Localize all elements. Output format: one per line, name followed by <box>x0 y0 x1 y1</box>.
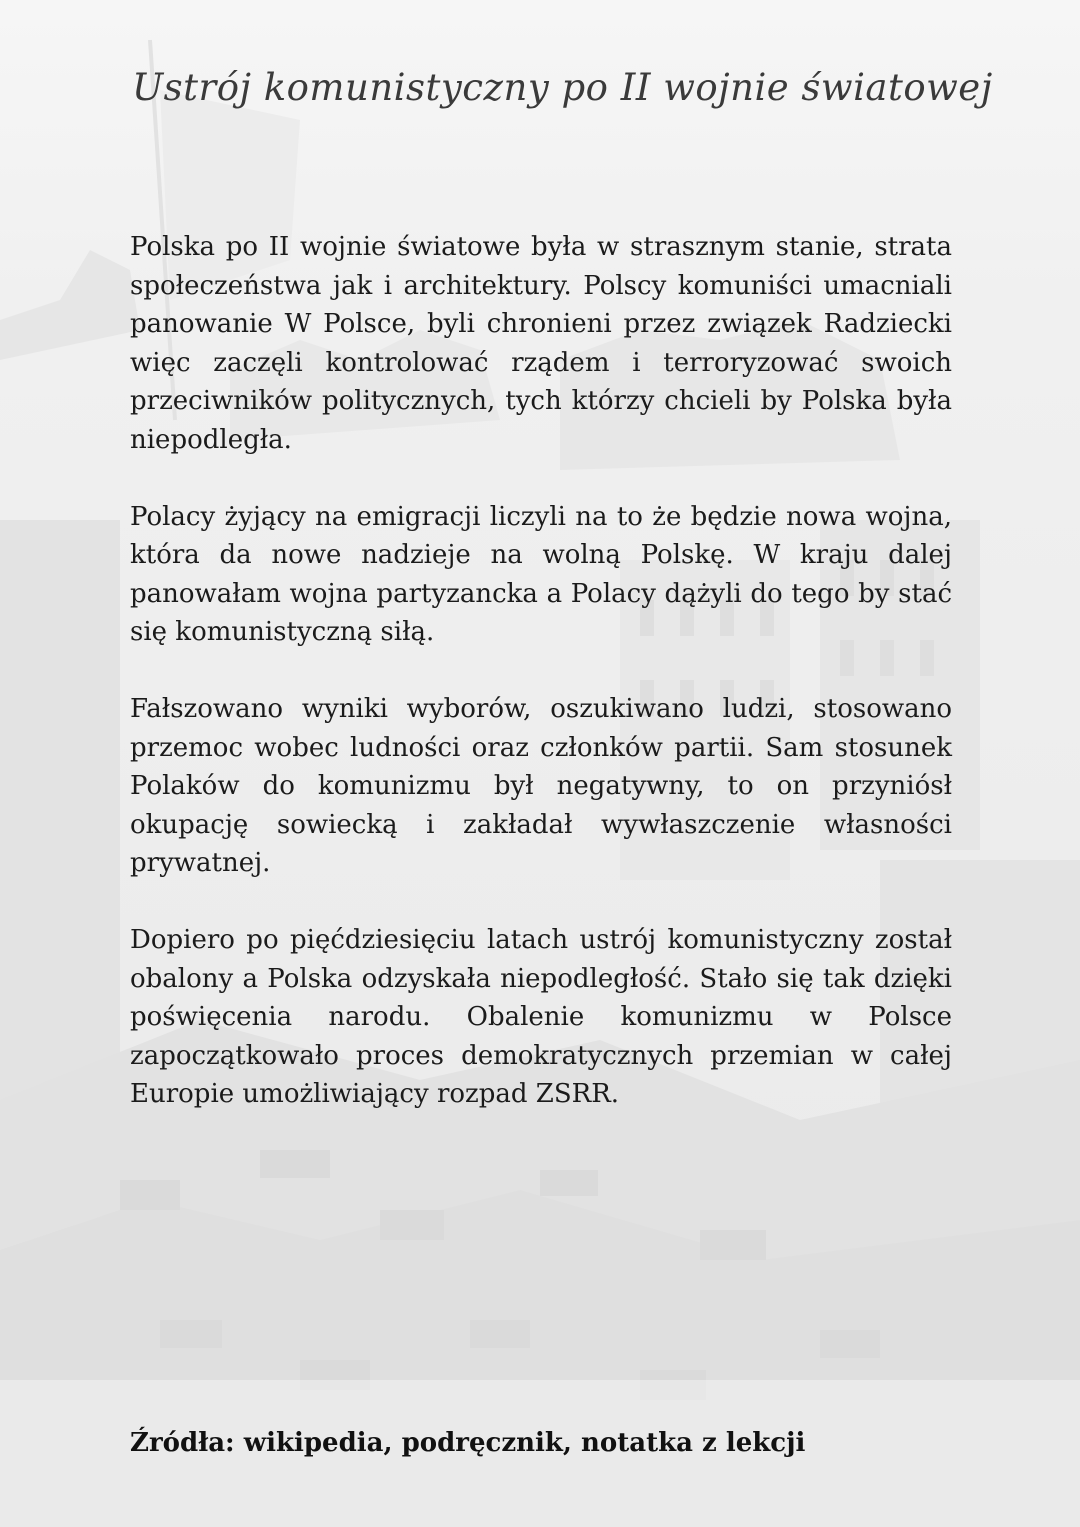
paragraph-1: Polska po II wojnie światowe była w strasznym stanie, strata społeczeństwa jak i architektury. Polscy komuniści umacniali panowanie W Polsce, byli chronieni przez związek Radziecki więc zaczęli kontrolować rządem i terroryzować swoich przeciwników politycznych, tych którzy chcieli by Polska była niepodległa. <box>130 232 952 455</box>
sources-line: Źródła: wikipedia, podręcznik, notatka z lekcji <box>130 1428 806 1458</box>
paragraph-2: Polacy żyjący na emigracji liczyli na to że będzie nowa wojna, która da nowe nadzieje na wolną Polskę. W kraju dalej panowałam wojna partyzancka a Polacy dążyli do tego by stać się komunistyczną siłą. <box>130 501 952 647</box>
page-title: Ustrój komunistyczny po II wojnie światowej <box>132 66 993 109</box>
article-body <box>130 228 952 1152</box>
paragraph-3: Fałszowano wyniki wyborów, oszukiwano ludzi, stosowano przemoc wobec ludności oraz członków partii. Sam stosunek Polaków do komunizmu był negatywny, to on przyniósł okupację sowiecką i zakładał wywłaszczenie własności prywatnej. <box>130 694 952 878</box>
paragraph-4: Dopiero po pięćdziesięciu latach ustrój komunistyczny został obalony a Polska odzyskała niepodległość. Stało się tak dzięki poświęcenia narodu. Obalenie komunizmu w Polsce zapoczątkowało proces demokratycznych przemian w całej Europie umożliwiający rozpad ZSRR. <box>130 925 952 1109</box>
